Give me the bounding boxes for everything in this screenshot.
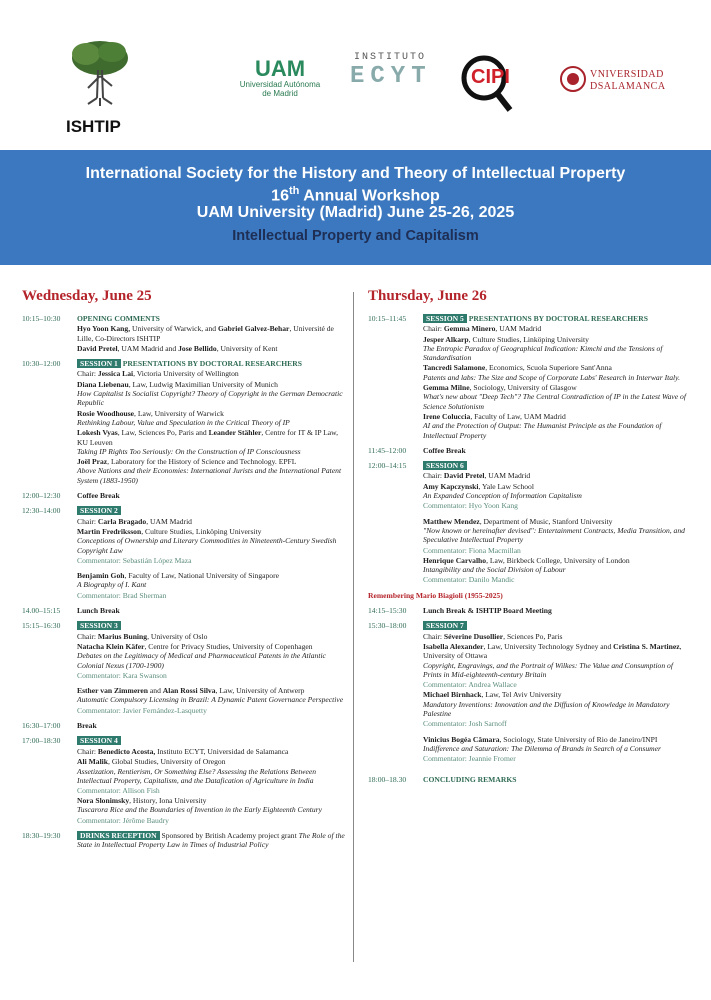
- chair-affiliation: Instituto ECYT, Universidad de Salamanca: [155, 746, 289, 756]
- opening-row: [22, 314, 347, 323]
- presenter-affiliation: , History, Iona University: [129, 796, 207, 806]
- project-title: The Role of the State in Intellectual Property Law in Times of Industrial Policy: [77, 830, 345, 850]
- chair-name: Gemma Minero: [443, 324, 496, 334]
- session-title: PRESENTATIONS BY DOCTORAL RESEARCHERS: [468, 314, 648, 323]
- memorial-note: Remembering Mario Biagioli (1955-2025): [368, 590, 503, 600]
- speaker-affiliation: University of Warwick, and: [130, 324, 218, 334]
- lunch-break-row: [22, 606, 347, 615]
- presenter-name: Diana Liebenau: [77, 379, 129, 389]
- presenter: [77, 380, 347, 389]
- session-2-row: [22, 506, 347, 515]
- presenter: [77, 571, 347, 580]
- venue-dates: UAM University (Madrid) June 25-26, 2025: [196, 204, 515, 222]
- session-badge: SESSION 1: [77, 359, 121, 368]
- cipi-wordmark: CIPI: [471, 66, 510, 88]
- paper-title: Copyright, Engravings, and the Portrait of Wilkes: The Value and Consumption of Prints in Mid-eighteenth-century Britain: [423, 660, 673, 679]
- commentator: Commentator: Jeannie Fromer: [423, 754, 516, 764]
- speaker-affiliation: , Université de Lille, Co-Directors ISHTIP: [77, 324, 334, 343]
- ecyt-bottom-text: ECYT: [350, 63, 432, 90]
- presenter-name: Amy Kapczynski: [423, 481, 479, 491]
- chair-affiliation: , Victoria University of Wellington: [133, 369, 239, 379]
- lunch-break-row: [368, 606, 693, 615]
- session-badge: SESSION 7: [423, 621, 467, 630]
- time-slot: 10:15–11:45: [368, 314, 407, 323]
- paper-title: Above Nations and their Economies: International Jurists and the International Patent System (1883-1950): [77, 466, 342, 485]
- chair-name: David Pretel: [443, 471, 485, 481]
- paper-title: An Expanded Conception of Information Capitalism: [423, 491, 582, 501]
- presenter-affiliation: , Culture Studies, Linköping University: [468, 334, 589, 344]
- presenter-affiliation: , Law, University of Antwerp: [215, 686, 305, 696]
- chair-name: Marius Buning: [97, 631, 148, 641]
- concluding-title: CONCLUDING REMARKS: [423, 775, 517, 785]
- commentator: Commentator: Kara Swanson: [77, 670, 167, 680]
- ecyt-logo: [350, 52, 430, 90]
- salamanca-text-2: DSALAMANCA: [590, 81, 666, 92]
- chair-label: Chair:: [77, 516, 98, 526]
- ishtip-logo: [66, 36, 134, 136]
- speaker-affiliation: , University of Kent: [216, 343, 278, 353]
- session-badge: SESSION 6: [423, 461, 467, 470]
- presenter-affiliation: , Law, Birkbeck College, University of London: [486, 555, 630, 565]
- header-banner: [0, 150, 711, 265]
- chair-name: Séverine Dusollier: [443, 631, 504, 641]
- chair-affiliation: , UAM Madrid: [484, 471, 531, 481]
- time-slot: 12:00–14:15: [368, 461, 407, 471]
- presenter-affiliation: , Centre for Privacy Studies, University of Copenhagen: [144, 641, 313, 651]
- drinks-reception-row: [22, 831, 347, 850]
- session-chair: [77, 747, 347, 756]
- presenter: [423, 690, 693, 699]
- paper-title: Tuscarora Rice and the Boundaries of Invention in the Early Eighteenth Century: [77, 805, 322, 815]
- coffee-break-row: [22, 491, 347, 500]
- speaker-name: Gabriel Galvez-Behar: [217, 324, 290, 334]
- presenter-affiliation: , Centre for IT & IP Law, KU Leuven: [77, 428, 339, 447]
- presenter-connector: and: [148, 686, 163, 696]
- speaker-name: Hyo Yoon Kang,: [77, 324, 131, 334]
- presenter-affiliation: , Culture Studies, Linköping University: [141, 526, 262, 536]
- session-chair: [77, 632, 347, 641]
- chair-label: Chair:: [77, 746, 98, 756]
- session-chair: [423, 471, 693, 480]
- chair-affiliation: , University of Oslo: [147, 631, 208, 641]
- chair-name: Carla Bragado: [97, 516, 147, 526]
- uam-logo: [230, 58, 330, 98]
- commentator: Commentator: Fiona Macmillan: [423, 545, 521, 555]
- presenter-affiliation: , Sociology, State University of Rio de Janeiro/INPI: [499, 734, 658, 744]
- paper-title: Conceptions of Ownership and Literary Commodities in Nineteenth-Century Swedish Copyright Law: [77, 536, 337, 555]
- presenter-name: Lokesh Vyas: [77, 428, 118, 438]
- presenter-name: Gemma Milne: [423, 383, 470, 393]
- session-4-row: [22, 736, 347, 745]
- paper-title: What's new about "Deep Tech"? The Central Contradiction of IP in the Latest Wave of Science Solutionism: [423, 392, 686, 411]
- opening-title: OPENING COMMENTS: [77, 314, 160, 323]
- presenter-name: Cristina S. Martinez: [613, 641, 680, 651]
- session-1-row: [22, 359, 347, 368]
- presenter: [423, 642, 693, 661]
- presenter: [423, 482, 693, 491]
- session-badge: SESSION 4: [77, 736, 121, 745]
- presenter-name: Leander Stähler: [208, 428, 262, 438]
- presenter-name: Joël Praz: [77, 457, 108, 467]
- ecyt-top-text: INSTITUTO: [353, 52, 426, 63]
- chair-affiliation: , Sciences Po, Paris: [503, 631, 563, 641]
- society-name: International Society for the History and Theory of Intellectual Property: [85, 165, 626, 182]
- commentator: Commentator: Brad Sherman: [77, 590, 167, 600]
- cipi-logo: [458, 52, 528, 114]
- time-slot: 10:15–10:30: [22, 314, 61, 323]
- salamanca-logo: [560, 66, 670, 106]
- break-label: Lunch Break: [77, 606, 120, 616]
- paper-title: Assetization, Rentierism, Or Something Else? Assessing the Relations Between Intellectual Property, Capitalism, and the Datafication of Agriculture in India: [77, 767, 317, 786]
- break-label: Coffee Break: [77, 491, 120, 501]
- session-badge: SESSION 2: [77, 506, 121, 515]
- time-slot: 11:45–12:00: [368, 445, 407, 455]
- presenter-name: Vinicius Bogéa Câmara: [423, 734, 500, 744]
- time-slot: 15:15–16:30: [22, 621, 61, 631]
- logo-bar: [0, 0, 711, 150]
- session-title: PRESENTATIONS BY DOCTORAL RESEARCHERS: [122, 359, 302, 369]
- seal-icon: [560, 66, 586, 92]
- presenter: [423, 383, 693, 392]
- uam-subtitle-1: Universidad Autónoma: [239, 80, 321, 89]
- opening-speakers-1: [77, 324, 347, 343]
- presenter: [423, 556, 693, 565]
- presenter-name: Martin Fredriksson: [77, 526, 142, 536]
- wednesday-column: [22, 288, 347, 850]
- presenter: [77, 409, 347, 418]
- paper-title: "Now known or hereinafter devised": Entertainment Contracts, Media Transition, and Speculative Intellectual Property: [423, 525, 685, 545]
- presenter-affiliation: , Department of Music, Stanford University: [479, 516, 613, 526]
- presenter: [77, 686, 347, 695]
- presenter-name: Benjamin Goh: [77, 571, 125, 581]
- presenter: [77, 796, 347, 805]
- presenter-affiliation: , Faculty of Law, National University of Singapore: [124, 571, 279, 581]
- session-badge: SESSION 5: [423, 314, 467, 323]
- workshop-label: Annual Workshop: [299, 187, 440, 205]
- chair-name: Jessica Lai: [97, 369, 134, 379]
- presenter: [77, 457, 347, 466]
- presenter: [423, 517, 693, 526]
- paper-title: Taking IP Rights Too Seriously: On the Construction of IP Consciousness: [77, 446, 301, 456]
- speaker-name: Jose Bellido: [178, 343, 217, 353]
- time-slot: 18:00–18.30: [368, 775, 407, 785]
- presenter-affiliation: , Law, Sciences Po, Paris and: [117, 428, 209, 438]
- time-slot: 14:15–15:30: [368, 606, 407, 616]
- break-row: [22, 721, 347, 730]
- session-chair: [423, 324, 693, 333]
- commentator: Commentator: Jérôme Baudry: [77, 815, 169, 825]
- session-3-row: [22, 621, 347, 630]
- time-slot: 16:30–17:00: [22, 720, 61, 730]
- paper-title: AI and the Protection of Output: The Humanist Principle as the Foundation of Intellectual Property: [423, 421, 662, 440]
- session-chair: [77, 369, 347, 378]
- presenter-name: Isabella Alexander: [423, 641, 484, 651]
- presenter: [77, 757, 347, 766]
- paper-title: Indifference and Saturation: The Dilemma of Brands in Search of a Consumer: [423, 743, 661, 753]
- workshop-theme: Intellectual Property and Capitalism: [232, 228, 479, 245]
- presenter: [423, 335, 693, 344]
- presenter: [423, 363, 693, 372]
- paper-title: Mandatory Inventions: Innovation and the Diffusion of Knowledge in Mandatory Palestine: [423, 699, 670, 718]
- presenter-name: Irene Coluccia: [423, 411, 471, 421]
- presenter-affiliation: , Global Studies, University of Oregon: [108, 756, 226, 766]
- presenter-name: Matthew Mendez: [423, 516, 480, 526]
- presenter: [77, 527, 347, 536]
- commentator: Commentator: Josh Sarnoff: [423, 719, 507, 729]
- presenter: [77, 428, 347, 447]
- presenter-name: Henrique Carvalho: [423, 555, 487, 565]
- paper-title: A Biography of I. Kant: [77, 580, 147, 590]
- presenter: [423, 735, 693, 744]
- salamanca-text-1: VNIVERSIDAD: [590, 69, 664, 80]
- time-slot: 18:30–19:30: [22, 830, 61, 840]
- presenter: [423, 412, 693, 421]
- time-slot: 17:00–18:30: [22, 736, 61, 746]
- thursday-column: [368, 288, 693, 785]
- commentator: Commentator: Danilo Mandic: [423, 575, 515, 585]
- paper-title: Patents and labs: The Size and Scope of Corporate Labs' Research in Interwar Italy.: [423, 372, 680, 382]
- presenter-affiliation: , Economics, Scuola Superiore Sant'Anna: [485, 363, 612, 373]
- session-badge: SESSION 3: [77, 621, 121, 630]
- presenter-name: Tancredi Salamone: [423, 363, 486, 373]
- commentator: Commentator: Hyo Yoon Kang: [423, 501, 518, 511]
- time-slot: 15:30–18:00: [368, 621, 407, 631]
- presenter-name: Alan Rossi Silva: [162, 686, 216, 696]
- paper-title: Intangibility and the Social Division of Labour: [423, 565, 566, 575]
- presenter-name: Michael Birnhack: [423, 690, 482, 700]
- time-slot: 12:00–12:30: [22, 491, 61, 501]
- chair-name: Benedicto Acosta,: [97, 746, 156, 756]
- presenter-name: Esther van Zimmeren: [77, 686, 149, 696]
- time-slot: 10:30–12:00: [22, 359, 61, 369]
- paper-title: How Capitalist Is Socialist Copyright? Theory of Copyright in the German Democratic Republic: [77, 389, 343, 408]
- sponsor-text: Sponsored by British Academy project grant: [159, 830, 299, 840]
- uam-wordmark: UAM: [254, 56, 306, 81]
- paper-title: Debates on the Legitimacy of Medical and Pharmaceutical Patents in the Atlantic Colonial Nexus (1700-1900): [77, 651, 326, 670]
- presenter-name: Nora Slonimsky: [77, 796, 130, 806]
- presenter-affiliation: , Law, Tel Aviv University: [481, 690, 562, 700]
- presenter-affiliation: , Law, University Technology Sydney and: [483, 641, 614, 651]
- presenter-name: Ali Malik: [77, 756, 109, 766]
- session-chair: [423, 632, 693, 641]
- time-slot: 14.00–15:15: [22, 606, 61, 616]
- speaker-name: David Pretel: [77, 343, 118, 353]
- presenter: [77, 642, 347, 651]
- opening-speakers-2: [77, 344, 347, 353]
- presenter-affiliation: , Law, Ludwig Maximilian University of Munich: [128, 379, 278, 389]
- chair-label: Chair:: [77, 369, 98, 379]
- session-badge: DRINKS RECEPTION: [77, 831, 160, 840]
- commentator: Commentator: Allison Fish: [77, 785, 160, 795]
- commentator: Commentator: Sebastián López Maza: [77, 555, 192, 565]
- chair-label: Chair:: [423, 324, 444, 334]
- chair-affiliation: , UAM Madrid: [146, 516, 192, 526]
- presenter-name: Natacha Klein Käfer: [77, 641, 145, 651]
- day-title-wednesday: Wednesday, June 25: [22, 288, 152, 304]
- session-7-row: [368, 621, 693, 630]
- presenter-name: Rosie Woodhouse: [77, 408, 135, 418]
- workshop-number: 16: [271, 187, 289, 205]
- speaker-affiliation: , UAM Madrid and: [117, 343, 179, 353]
- coffee-break-row: [368, 446, 693, 455]
- concluding-remarks-row: [368, 775, 693, 784]
- tree-icon: [66, 36, 134, 108]
- presenter-affiliation: , Faculty of Law, UAM Madrid: [470, 411, 566, 421]
- workshop-title: [0, 183, 711, 204]
- session-5-row: [368, 314, 693, 323]
- paper-title: Automatic Compulsory Licensing in Brazil: A Dynamic Patent Governance Perspective: [77, 695, 344, 705]
- presenter-affiliation: , University of Ottawa: [423, 641, 682, 661]
- ishtip-wordmark: ISHTIP: [66, 117, 121, 136]
- paper-title: Rethinking Labour, Value and Speculation in the Critical Theory of IP: [77, 417, 290, 427]
- time-slot: 12:30–14:00: [22, 506, 61, 516]
- paper-title: The Entropic Paradox of Geographical Indication: Kimchi and the Tensions of Standardisation: [423, 343, 663, 363]
- break-label: Break: [77, 720, 97, 730]
- chair-label: Chair:: [423, 631, 444, 641]
- break-label: Lunch Break & ISHTIP Board Meeting: [423, 606, 552, 616]
- break-label: Coffee Break: [423, 445, 466, 455]
- presenter-affiliation: , Sociology, University of Glasgow: [469, 383, 577, 393]
- commentator: Commentator: Javier Fernández-Lasquetty: [77, 705, 207, 715]
- day-title-thursday: Thursday, June 26: [368, 288, 487, 304]
- chair-label: Chair:: [77, 631, 98, 641]
- presenter-affiliation: , Laboratory for the History of Science and Technology. EPFL: [107, 457, 297, 467]
- commentator: Commentator: Andrea Wallace: [423, 680, 517, 690]
- presenter-name: Jesper Alkarp: [423, 334, 469, 344]
- workshop-ordinal: th: [288, 185, 300, 197]
- presenter-affiliation: , Law, University of Warwick: [134, 408, 224, 418]
- uam-subtitle-2: de Madrid: [262, 89, 298, 98]
- presenter-affiliation: , Yale Law School: [478, 481, 534, 491]
- chair-affiliation: , UAM Madrid: [495, 324, 542, 334]
- chair-label: Chair:: [423, 471, 444, 481]
- column-divider: [353, 292, 354, 962]
- session-6-row: [368, 461, 693, 470]
- session-chair: [77, 517, 347, 526]
